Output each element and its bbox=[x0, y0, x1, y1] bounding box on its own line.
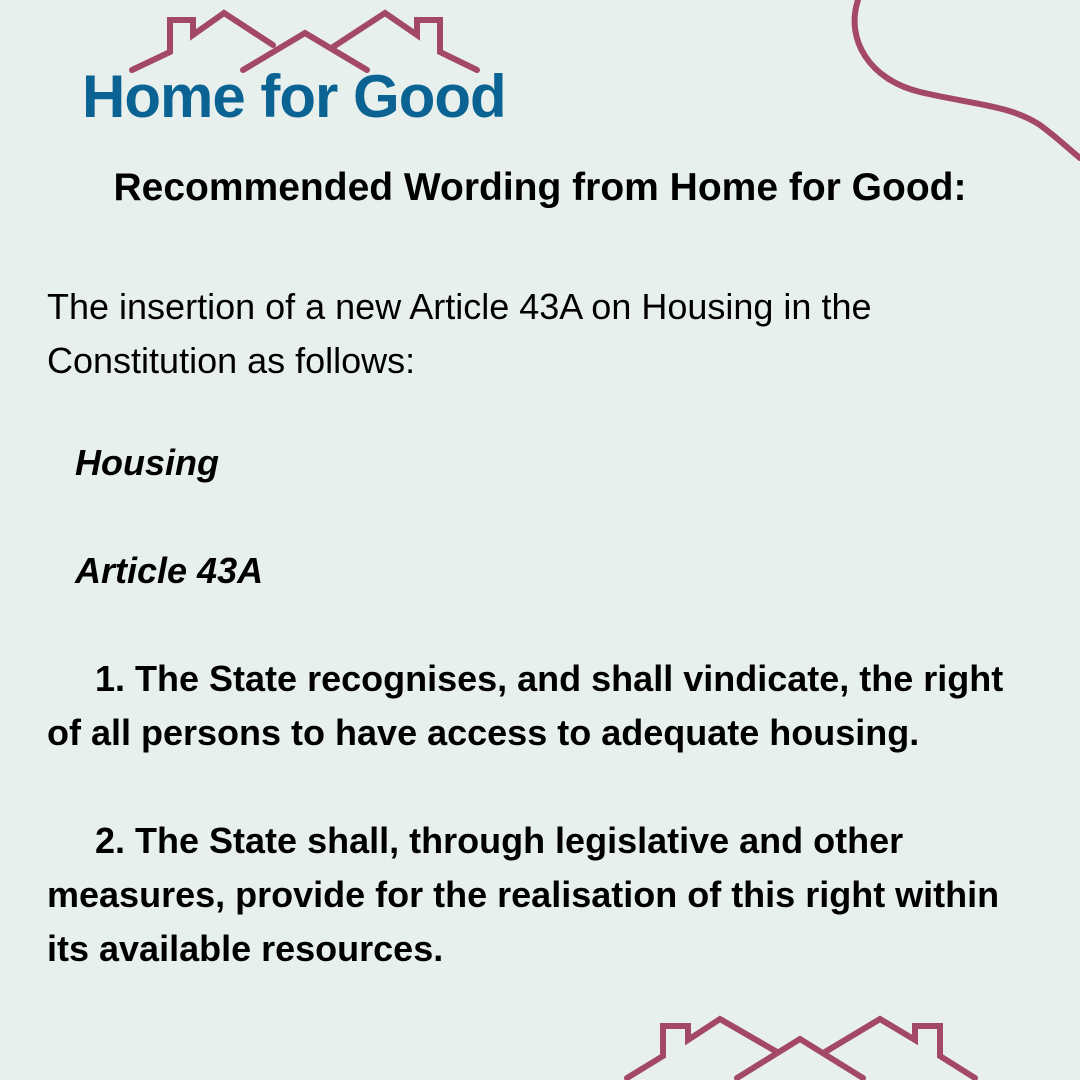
article-heading: Article 43A bbox=[75, 550, 264, 591]
footer-logo-roof-icon bbox=[627, 1019, 975, 1078]
logo: Home for Good bbox=[82, 63, 506, 130]
section-heading: Housing bbox=[75, 442, 219, 483]
page-title: Recommended Wording from Home for Good: bbox=[113, 166, 967, 209]
decorative-curve bbox=[855, 0, 1080, 158]
clause-1: 1. The State recognises, and shall vindicate, the right of all persons to have access to adequate housing. bbox=[47, 658, 1004, 753]
clause-2: 2. The State shall, through legislative and other measures, provide for the realisation of this right within its available resources. bbox=[47, 820, 1000, 969]
intro-paragraph: The insertion of a new Article 43A on Housing in the Constitution as follows: bbox=[47, 286, 872, 381]
